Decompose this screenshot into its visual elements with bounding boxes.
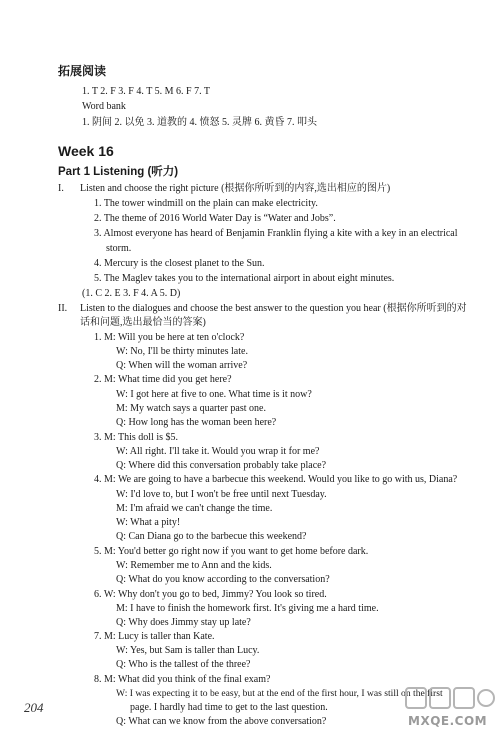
section1-item: 5. The Maglev takes you to the international airport in about eight minutes. (94, 273, 395, 284)
dialogue-line: 2. M: What time did you get here? (94, 374, 232, 385)
dialogue-line: 5. M: You'd better go right now if you want to get home before dark. (94, 546, 369, 557)
dialogue-line: 1. M: Will you be here at ten o'clock? (94, 332, 245, 343)
dialogue-line: 3. M: This doll is $5. (94, 432, 178, 443)
dialogue-line: Q: Where did this conversation probably take place? (116, 460, 327, 471)
page-number: 204 (24, 700, 44, 715)
answers-line: 1. T 2. F 3. F 4. T 5. M 6. F 7. T (82, 86, 210, 97)
section-title: 拓展阅读 (58, 64, 107, 78)
dialogue-line: page. I hardly had time to get to the last question. (130, 702, 328, 713)
dialogue-line: 8. M: What did you think of the final exam? (94, 674, 271, 685)
dialogue-line: W: All right. I'll take it. Would you wrap it for me? (116, 446, 320, 457)
section2-instruction: Listen to the dialogues and choose the best answer to the question you hear (根据你所听到的对 (80, 303, 467, 314)
dialogue-line: W: I'd love to, but I won't be free until next Tuesday. (116, 489, 327, 500)
dialogue-line: Q: Why does Jimmy stay up late? (116, 617, 251, 628)
section1-item: 2. The theme of 2016 World Water Day is “Water and Jobs”. (94, 213, 336, 224)
dialogue-line: M: I'm afraid we can't change the time. (116, 503, 273, 514)
dialogue-line: Q: Can Diana go to the barbecue this weekend? (116, 531, 307, 542)
section1-numeral: I. (58, 183, 64, 194)
part-title: Part 1 Listening (听力) (58, 166, 179, 178)
section1-item: 3. Almost everyone has heard of Benjamin Franklin flying a kite with a key in an electrical (94, 228, 458, 239)
dialogue-line: M: I have to finish the homework first. It's giving me a hard time. (116, 603, 379, 614)
dialogue-line: W: I got here at five to one. What time is it now? (116, 389, 312, 400)
word-bank-line: 1. 阴间 2. 以免 3. 道教的 4. 愤怒 5. 灵牌 6. 黄昏 7. 叩头 (82, 117, 317, 128)
dialogue-line: 6. W: Why don't you go to bed, Jimmy? You look so tired. (94, 589, 327, 600)
section1-item: 1. The tower windmill on the plain can make electricity. (94, 198, 318, 209)
word-bank-label: Word bank (82, 101, 126, 112)
section2-numeral: II. (58, 303, 68, 314)
dialogue-line: W: No, I'll be thirty minutes late. (116, 346, 248, 357)
dialogue-line: Q: Who is the tallest of the three? (116, 659, 251, 670)
dialogue-line: Q: When will the woman arrive? (116, 360, 248, 371)
dialogue-line: 4. M: We are going to have a barbecue this weekend. Would you like to go with us, Diana? (94, 474, 458, 485)
dialogue-line: Q: How long has the woman been here? (116, 417, 277, 428)
week-title: Week 16 (58, 143, 114, 159)
dialogue-line: W: What a pity! (116, 517, 181, 528)
dialogue-line: 7. M: Lucy is taller than Kate. (94, 631, 215, 642)
dialogue-line: W: Remember me to Ann and the kids. (116, 560, 272, 571)
dialogue-line: Q: What can we know from the above conversation? (116, 716, 327, 727)
section1-key: (1. C 2. E 3. F 4. A 5. D) (82, 288, 181, 299)
section1-instruction: Listen and choose the right picture (根据你所听到的内容,选出相应的图片) (80, 183, 391, 194)
section1-item: storm. (106, 243, 132, 254)
section1-item: 4. Mercury is the closest planet to the Sun. (94, 258, 265, 269)
dialogue-line: Q: What do you know according to the conversation? (116, 574, 330, 585)
watermark-text: MXQE.COM (408, 714, 488, 728)
section2-instruction: 话和问题,选出最恰当的答案) (80, 317, 206, 328)
dialogue-line: W: I was expecting it to be easy, but at the end of the first hour, I was still on the first (116, 688, 443, 699)
dialogue-line: M: My watch says a quarter past one. (116, 403, 266, 414)
dialogue-line: W: Yes, but Sam is taller than Lucy. (116, 645, 260, 656)
